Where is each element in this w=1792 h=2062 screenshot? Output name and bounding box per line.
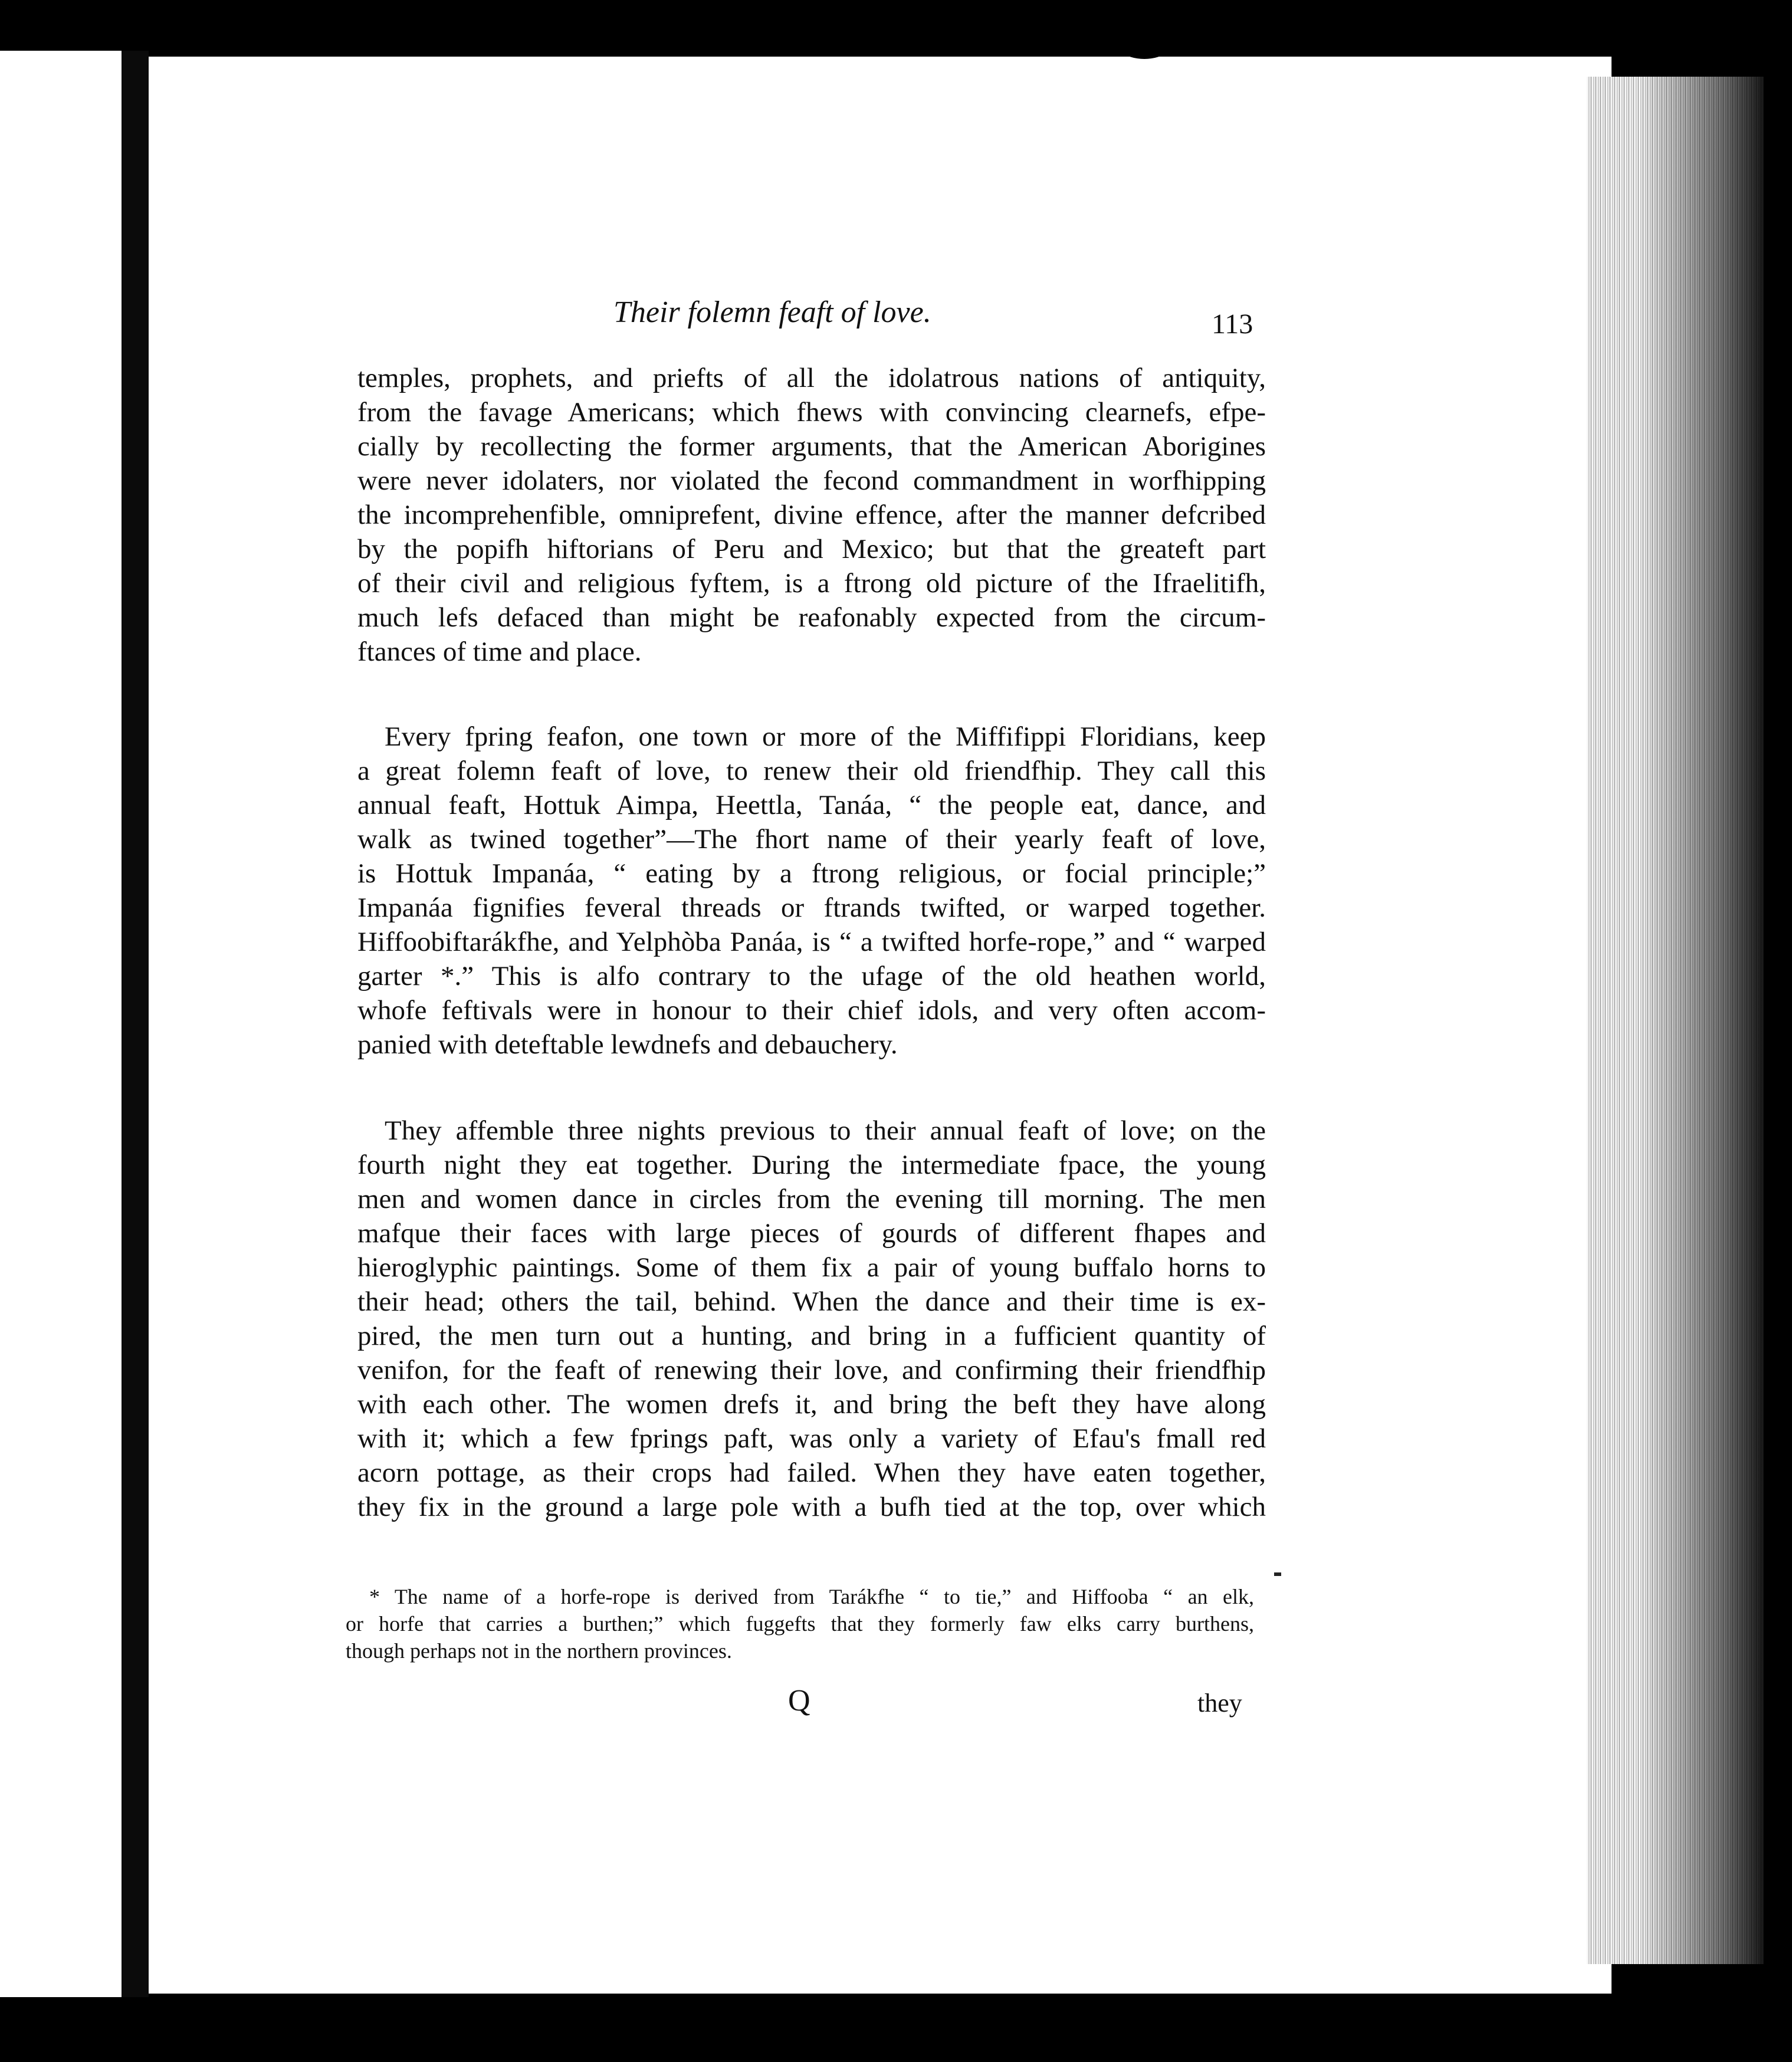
text-line: whofe feftivals were in honour to their chief idols, and very often accom- [357, 995, 1266, 1026]
text-line: their head; others the tail, behind. When the dance and their time is ex- [357, 1286, 1266, 1317]
paragraph [357, 361, 1266, 669]
text-line: walk as twined together”—The fhort name of their yearly feaft of love, [357, 824, 1266, 855]
text-line: were never idolaters, nor violated the fecond commandment in worfhipping [357, 465, 1266, 496]
text-line: is Hottuk Impanáa, “ eating by a ftrong religious, or focial principle;” [357, 858, 1266, 889]
scan-blot [1357, 0, 1410, 41]
text-line: garter *.” This is alfo contrary to the ufage of the old heathen world, [357, 961, 1266, 991]
scan-blot [1693, 12, 1758, 77]
text-line: annual feaft, Hottuk Aimpa, Heettla, Tanáa, “ the people eat, dance, and [357, 790, 1266, 820]
paragraph [357, 720, 1266, 1062]
text-line: by the popifh hiftorians of Peru and Mexico; but that the greateft part [357, 534, 1266, 564]
text-line: hieroglyphic paintings. Some of them fix a pair of young buffalo horns to [357, 1252, 1266, 1283]
text-line: from the favage Americans; which fhews with convincing clearnefs, efpe- [357, 397, 1266, 428]
text-line: acorn pottage, as their crops had failed. When they have eaten together, [357, 1457, 1266, 1488]
text-line: panied with deteftable lewdnefs and debauchery. [357, 1029, 898, 1060]
text-line: mafque their faces with large pieces of gourds of different fhapes and [357, 1218, 1266, 1249]
text-line: cially by recollecting the former arguments, that the American Aborigines [357, 431, 1266, 462]
catchword: they [1197, 1689, 1242, 1718]
footnote-line: * The name of a horfe-rope is derived from Tarákfhe “ to tie,” and Hiffooba “ an elk, [369, 1585, 1254, 1608]
fore-edge-shadow [1587, 77, 1764, 1964]
page-number: 113 [1212, 308, 1253, 340]
facing-page-edge [0, 51, 122, 1997]
text-line: a great folemn feaft of love, to renew their old friendfhip. They call this [357, 756, 1266, 786]
footnote-line: or horfe that carries a burthen;” which fuggefts that they formerly faw elks carry burthens, [346, 1612, 1254, 1636]
footnote-mark [1274, 1572, 1281, 1576]
signature-mark: Q [788, 1684, 810, 1718]
running-head: Their folemn feaft of love. [613, 295, 931, 329]
text-line: much lefs defaced than might be reafonably expected from the circum- [357, 602, 1266, 633]
text-line: Every fpring feafon, one town or more of the Miffifippi Floridians, keep [385, 721, 1266, 752]
text-line: Hiffoobiftarákfhe, and Yelphòba Panáa, is “ a twifted horfe-rope,” and “ warped [357, 927, 1266, 957]
text-line: of their civil and religious fyftem, is a ftrong old picture of the Ifraelitifh, [357, 568, 1266, 599]
footnote-line: though perhaps not in the northern provinces. [346, 1639, 732, 1663]
text-line: fourth night they eat together. During the intermediate fpace, the young [357, 1150, 1266, 1180]
text-line: with it; which a few fprings paft, was only a variety of Efau's fmall red [357, 1423, 1266, 1454]
text-line: they fix in the ground a large pole with a bufh tied at the top, over which [357, 1492, 1266, 1522]
scan-blot [1109, 6, 1180, 59]
text-line: men and women dance in circles from the evening till morning. The men [357, 1184, 1266, 1214]
text-line: ftances of time and place. [357, 636, 642, 667]
text-line: They affemble three nights previous to their annual feaft of love; on the [385, 1115, 1266, 1146]
text-line: with each other. The women drefs it, and bring the beft they have along [357, 1389, 1266, 1420]
text-line: pired, the men turn out a hunting, and bring in a fufficient quantity of [357, 1321, 1266, 1351]
text-line: the incomprehenfible, omniprefent, divine effence, after the manner defcribed [357, 500, 1266, 530]
text-line: venifon, for the feaft of renewing their love, and confirming their friendfhip [357, 1355, 1266, 1385]
text-line: Impanáa fignifies feveral threads or ftrands twifted, or warped together. [357, 892, 1266, 923]
gutter-shadow [122, 51, 149, 1997]
footnote [346, 1583, 1254, 1664]
text-line: temples, prophets, and priefts of all the idolatrous nations of antiquity, [357, 363, 1266, 393]
paragraph [357, 1114, 1266, 1524]
